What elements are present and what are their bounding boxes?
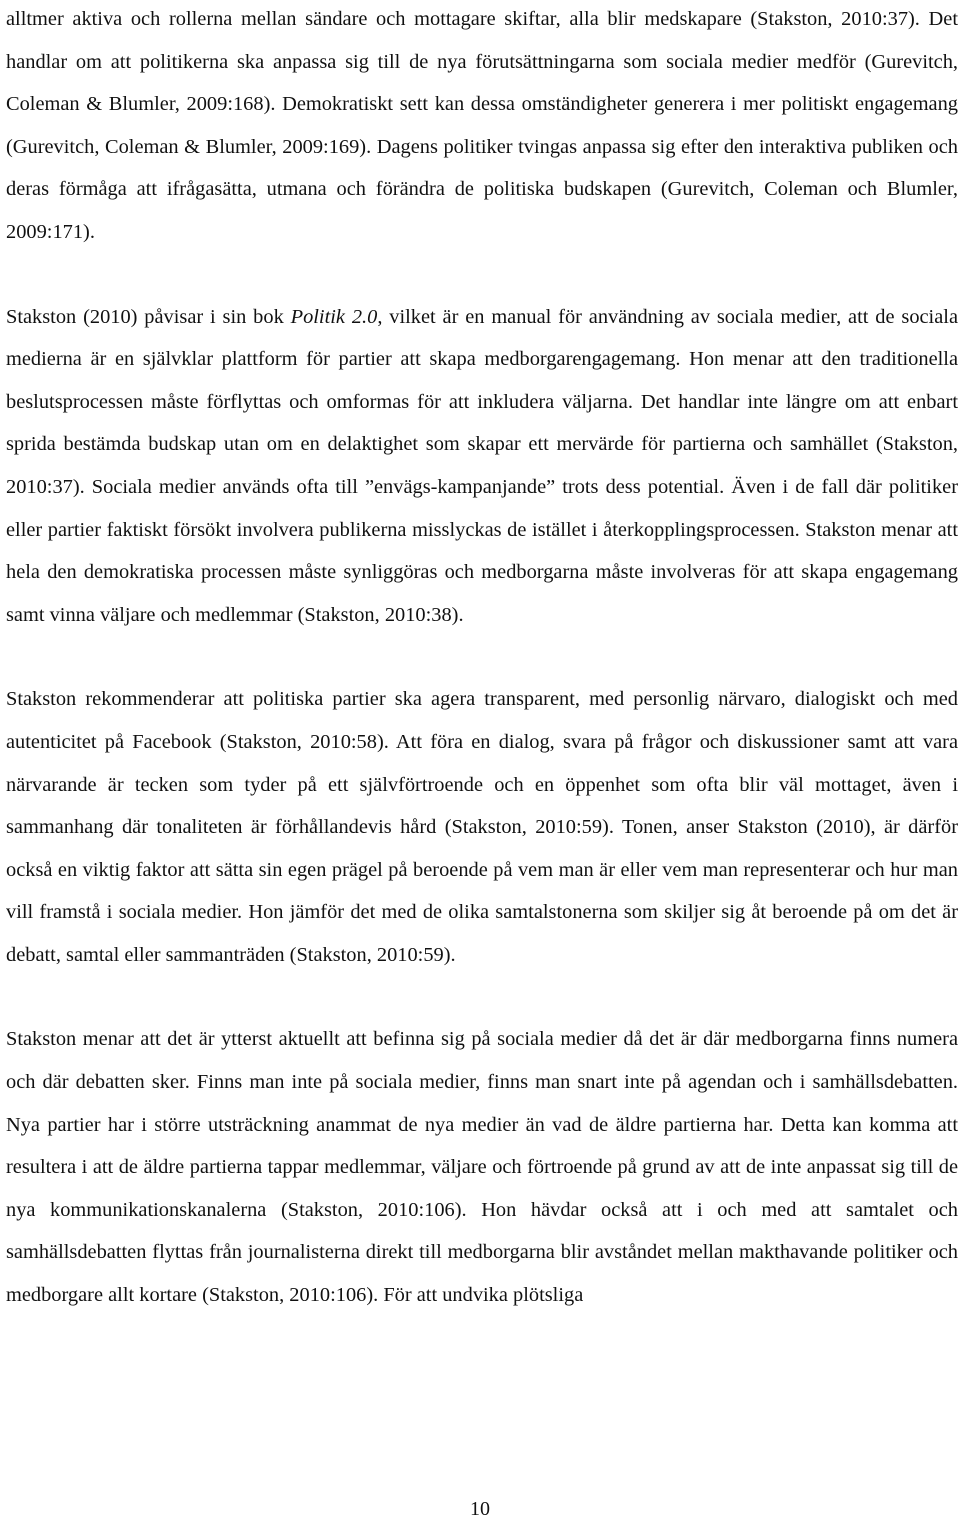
book-title-italic: Politik 2.0 [290,305,378,328]
page-number: 10 [470,1498,490,1520]
paragraph-1: alltmer aktiva och rollerna mellan sändare och mottagare skiftar, alla blir medskapare (Stakston, 2010:37). Det handlar om att politikerna ska anpassa sig till de nya förutsättningarna som sociala medier medför (Gurevitch, Coleman & Blumler, 2009:168). Demokratiskt sett kan dessa omständigheter generera i mer politiskt engagemang (Gurevitch, Coleman & Blumler, 2009:169). Dagens politiker tvingas anpassa sig efter den interaktiva publiken och deras förmåga att ifrågasätta, utmana och förändra de politiska budskapen (Gurevitch, Coleman och Blumler, 2009:171). [6,8,958,243]
paragraph-3: Stakston rekommenderar att politiska partier ska agera transparent, med personlig närvaro, dialogiskt och med autenticitet på Facebook (Stakston, 2010:58). Att föra en dialog, svara på frågor och diskussioner samt att vara närvarande är tecken som tyder på ett självförtroende och en öppenhet som ofta blir väl mottaget, även i sammanhang där tonaliteten är förhållandevis hård (Stakston, 2010:59). Tonen, anser Stakston (2010), är därför också en viktig faktor att sätta sin egen prägel på beroende på vem man är eller vem man representerar och hur man vill framstå i sociala medier. Hon jämför det med de olika samtalstonerna som skiljer sig åt beroende på om det är debatt, samtal eller sammanträden (Stakston, 2010:59). [6,688,958,966]
paragraph-2-text-after: , vilket är en manual för användning av sociala medier, att de sociala medierna är en självklar plattform för partier att skapa medborgarengagemang. Hon menar att den traditionella beslutsprocessen måste förflyttas och omformas för att inkludera väljarna. Det handlar inte längre om att enbart sprida bestämda budskap utan om en delaktighet som skapar ett mervärde för partierna och samhället (Stakston, 2010:37). Sociala medier används ofta till ”envägs-kampanjande” trots dess potential. Även i de fall där politiker eller partier faktiskt försökt involvera publikerna misslyckas de istället i återkopplingsprocessen. Stakston menar att hela den demokratiska processen måste synliggöras och medborgarna måste involveras för att skapa engagemang samt vinna väljare och medlemmar (Stakston, 2010:38). [6,305,958,626]
paragraph-4: Stakston menar att det är ytterst aktuellt att befinna sig på sociala medier då det är där medborgarna finns numera och där debatten sker. Finns man inte på sociala medier, finns man snart inte på agendan och i samhällsdebatten. Nya partier har i större utsträckning anammat de nya medier än vad de äldre partierna har. Detta kan komma att resultera i att de äldre partierna tappar medlemmar, väljare och förtroende på grund av att de inte anpassat sig till de nya kommunikationskanalerna (Stakston, 2010:106). Hon hävdar också att i och med att samtalet och samhällsdebatten flyttas från journalisterna direkt till medborgarna blir avståndet mellan makthavande politiker och medborgare allt kortare (Stakston, 2010:106). För att undvika plötsliga [6,1028,958,1307]
paragraph-spacer [6,976,958,1018]
document-page [6,0,958,1317]
paragraph-2 [6,296,958,637]
paragraph-2-text-before: Stakston (2010) påvisar i sin bok [6,305,291,328]
paragraph-spacer [6,254,958,296]
paragraph-spacer [6,636,958,678]
